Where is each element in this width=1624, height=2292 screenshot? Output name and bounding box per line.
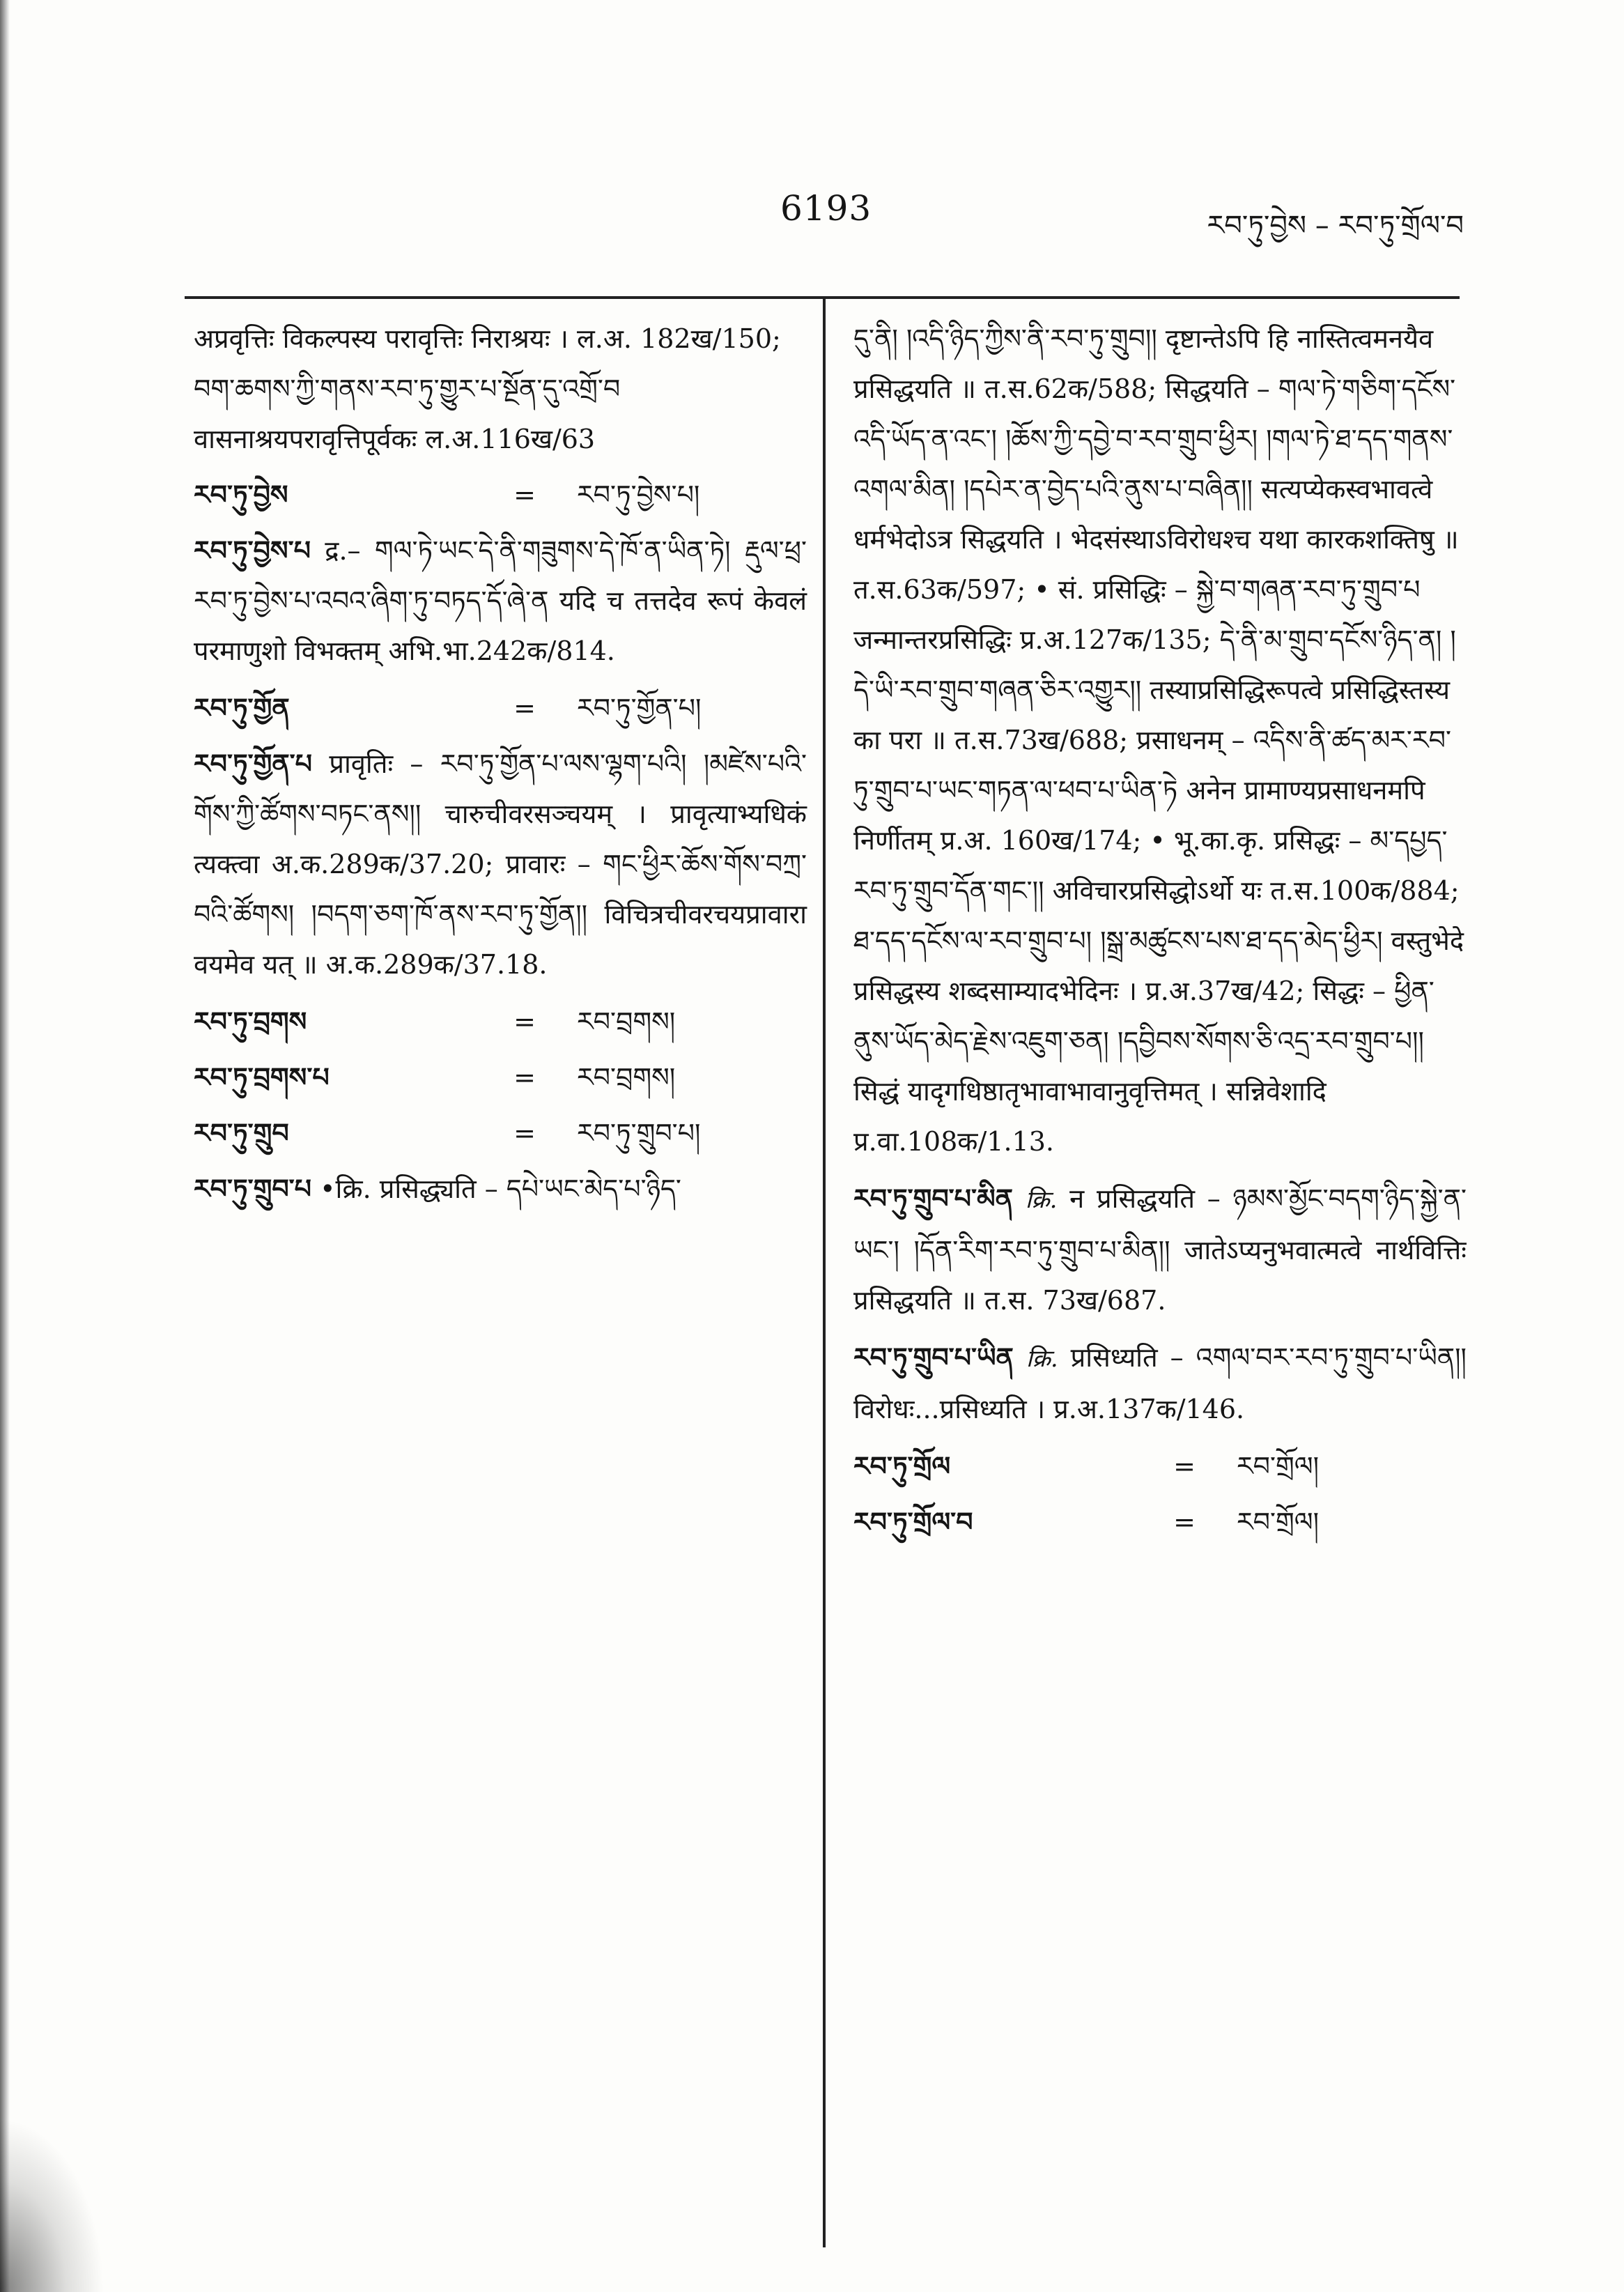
xref-target: རབ་ཏུ་གྲུབ་པ། bbox=[577, 1118, 701, 1148]
scan-edge bbox=[0, 0, 10, 2292]
xref-entry bbox=[853, 1497, 1467, 1547]
headword: རབ་ཏུ་གྲུབ་པ bbox=[194, 1174, 312, 1204]
headword: རབ་ཏུ་གྲུབ་པ་ཡིན bbox=[853, 1342, 1014, 1373]
left-column bbox=[194, 314, 807, 2230]
entry-text: द्र.– གལ་ཏེ་ཡང་དེ་ནི་གཟུགས་དེ་ཁོ་ན་ཡིན་ཏེ། རྡུལ་ཕྲ་རབ་ཏུ་བྱེས་པ་འབའ་ཞིག་ཏུ་བཏད་དོ་ཞེ་ན यदि च तत्तदेव रूपं केवलं परमाणुशो विभक्तम् अभि.भा.242क/814. bbox=[194, 535, 807, 666]
headword: རབ་ཏུ་བྱེས bbox=[194, 479, 288, 510]
equals-sign: = bbox=[1173, 1507, 1196, 1537]
entry-text: प्रसिध्यति – འགལ་བར་རབ་ཏུ་གྲུབ་པ་ཡིན།། विरोधः...प्रसिध्यति । प्र.अ.137क/146. bbox=[853, 1342, 1467, 1424]
equals-sign: = bbox=[513, 1118, 536, 1148]
xref-target: རབ་ཏུ་གྱོན་པ། bbox=[577, 693, 702, 723]
headword: རབ་ཏུ་གྲུབ་པ་མིན bbox=[853, 1183, 1014, 1214]
xref-entry bbox=[853, 1441, 1467, 1491]
headword: རབ་ཏུ་བྲགས bbox=[194, 1006, 307, 1037]
xref-target: རབ་བྲགས། bbox=[577, 1062, 676, 1093]
xref-target: རབ་བྲགས། bbox=[577, 1006, 676, 1037]
header-rule bbox=[185, 296, 1460, 299]
running-head: རབ་ཏུ་བྱེས – རབ་ཏུ་གྲོལ་བ bbox=[1207, 210, 1464, 242]
left-continuation: अप्रवृत्तिः विकल्पस्य परावृत्तिः निराश्रयः । ल.अ. 182ख/150; བག་ཆགས་ཀྱི་གནས་རབ་ཏུ་གྱུར་པ་སྔོན་དུ་འགྲོ་བ वासनाश्रयपरावृत्तिपूर्वकः ल.अ.116ख/63 bbox=[194, 323, 781, 454]
equals-sign: = bbox=[513, 479, 536, 510]
xref-target: རབ་གྲོལ། bbox=[1237, 1451, 1320, 1482]
grammar-label: क्रि. bbox=[1026, 1345, 1058, 1373]
column-divider bbox=[823, 296, 826, 2247]
entry-text: न प्रसिद्धयति – ཉམས་མྱོང་བདག་ཉིད་སྐྱེ་ན་ཡང་། །དོན་རིག་རབ་ཏུ་གྲུབ་པ་མིན།། जातेऽप्यनुभवात्मत्वे नार्थवित्तिः प्रसिद्धयति ॥ त.स. 73ख/687. bbox=[853, 1183, 1467, 1316]
dictionary-entry bbox=[194, 739, 807, 990]
xref-target: རབ་ཏུ་བྱེས་པ། bbox=[577, 479, 700, 510]
equals-sign: = bbox=[1173, 1451, 1196, 1482]
headword: རབ་ཏུ་བྲགས་པ bbox=[194, 1062, 330, 1093]
xref-entry bbox=[194, 1108, 807, 1158]
dictionary-entry bbox=[853, 1332, 1467, 1434]
equals-sign: = bbox=[513, 1006, 536, 1037]
xref-entry bbox=[194, 997, 807, 1047]
equals-sign: = bbox=[513, 693, 536, 723]
xref-target: རབ་གྲོལ། bbox=[1237, 1507, 1320, 1537]
dictionary-entry bbox=[194, 1164, 807, 1214]
page-number: 6193 bbox=[780, 188, 872, 229]
headword: རབ་ཏུ་གྲུབ bbox=[194, 1118, 289, 1148]
xref-entry bbox=[194, 683, 807, 733]
headword: རབ་ཏུ་གྲོལ bbox=[853, 1451, 951, 1482]
right-column bbox=[853, 314, 1467, 2230]
equals-sign: = bbox=[513, 1062, 536, 1093]
headword: རབ་ཏུ་བྱེས་པ bbox=[194, 535, 311, 566]
dictionary-entry bbox=[853, 1174, 1467, 1325]
dictionary-entry bbox=[194, 525, 807, 676]
xref-entry bbox=[194, 470, 807, 520]
entry-text: प्रावृतिः – རབ་ཏུ་གྱོན་པ་ལས་ལྷག་པའི། །མཛེས་པའི་གོས་ཀྱི་ཚོགས་བཏང་ནས།། चारुचीवरसञ्चयम् । प्रावृत्याभ्यधिकं त्यक्त्वा अ.क.289क/37.20; प्रावारः – གང་ཕྱིར་ཆོས་གོས་བཀྲ་བའི་ཚོགས། །བདག་ཅག་ཁོ་ནས་རབ་ཏུ་གྱོན།། विचित्रचीवरचयप्रावारा वयमेव यत् ॥ अ.क.289क/37.18. bbox=[194, 748, 807, 980]
headword: རབ་ཏུ་གྱོན་པ bbox=[194, 748, 313, 779]
headword: རབ་ཏུ་གྲོལ་བ bbox=[853, 1507, 973, 1537]
grammar-label: क्रि. bbox=[1025, 1186, 1058, 1214]
headword: རབ་ཏུ་གྱོན bbox=[194, 693, 290, 723]
entry-text: •क्रि. प्रसिद्ध्यति – དཔེ་ཡང་མེད་པ་ཉིད་ bbox=[320, 1174, 681, 1204]
scan-corner-shadow bbox=[0, 2118, 105, 2292]
xref-entry bbox=[194, 1052, 807, 1102]
right-continuation: དུ་ནི། །འདི་ཉིད་ཀྱིས་ནི་རབ་ཏུ་གྲུབ།། दृष्टान्तेऽपि हि नास्तित्वमनयैव प्रसिद्धयति ॥ त.स.62क/588; सिद्धयति – གལ་ཏེ་གཅིག་དངོས་འདི་ཡོད་ན་འང་། །ཆོས་ཀྱི་དབྱེ་བ་རབ་གྲུབ་ཕྱིར། །གལ་ཏེ་ཐ་དད་གནས་འགལ་མིན། །དཔེར་ན་བྱེད་པའི་ནུས་པ་བཞིན།། सत्यप्येकस्वभावत्वे धर्मभेदोऽत्र सिद्धयति । भेदसंस्थाऽविरोधश्च यथा कारकशक्तिषु ॥ त.स.63क/597; • सं. प्रसिद्धिः – སྐྱེ་བ་གཞན་རབ་ཏུ་གྲུབ་པ जन्मान्तरप्रसिद्धिः प्र.अ.127क/135; དེ་ནི་མ་གྲུབ་དངོས་ཉིད་ན། །དེ་ཡི་རབ་གྲུབ་གཞན་ཅིར་འགྱུར།། तस्याप्रसिद्धिरूपत्वे प्रसिद्धिस्तस्य का परा ॥ त.स.73ख/688; प्रसाधनम् – འདིས་ནི་ཚད་མར་རབ་ཏུ་གྲུབ་པ་ཡང་གཏན་ལ་ཕབ་པ་ཡིན་ཏེ अनेन प्रामाण्यप्रसाधनमपि निर्णीतम् प्र.अ. 160ख/174; • भू.का.कृ. प्रसिद्धः – མ་དཔྱད་རབ་ཏུ་གྲུབ་དོན་གང་།། अविचारप्रसिद्धोऽर्थो यः त.स.100क/884; ཐ་དད་དངོས་ལ་རབ་གྲུབ་པ། །སྒྲ་མཚུངས་པས་ཐ་དད་མེད་ཕྱིར། वस्तुभेदे प्रसिद्धस्य शब्दसाम्यादभेदिनः । प्र.अ.37ख/42; सिद्धः – ཕྱིན་ནུས་ཡོད་མེད་རྗེས་འཇུག་ཅན། །དབྱིབས་སོགས་ཅི་འདྲ་རབ་གྲུབ་པ།། सिद्धं यादृगधिष्ठातृभावाभावानुवृत्तिमत् । सन्निवेशादि प्र.वा.108क/1.13. bbox=[853, 323, 1464, 1157]
